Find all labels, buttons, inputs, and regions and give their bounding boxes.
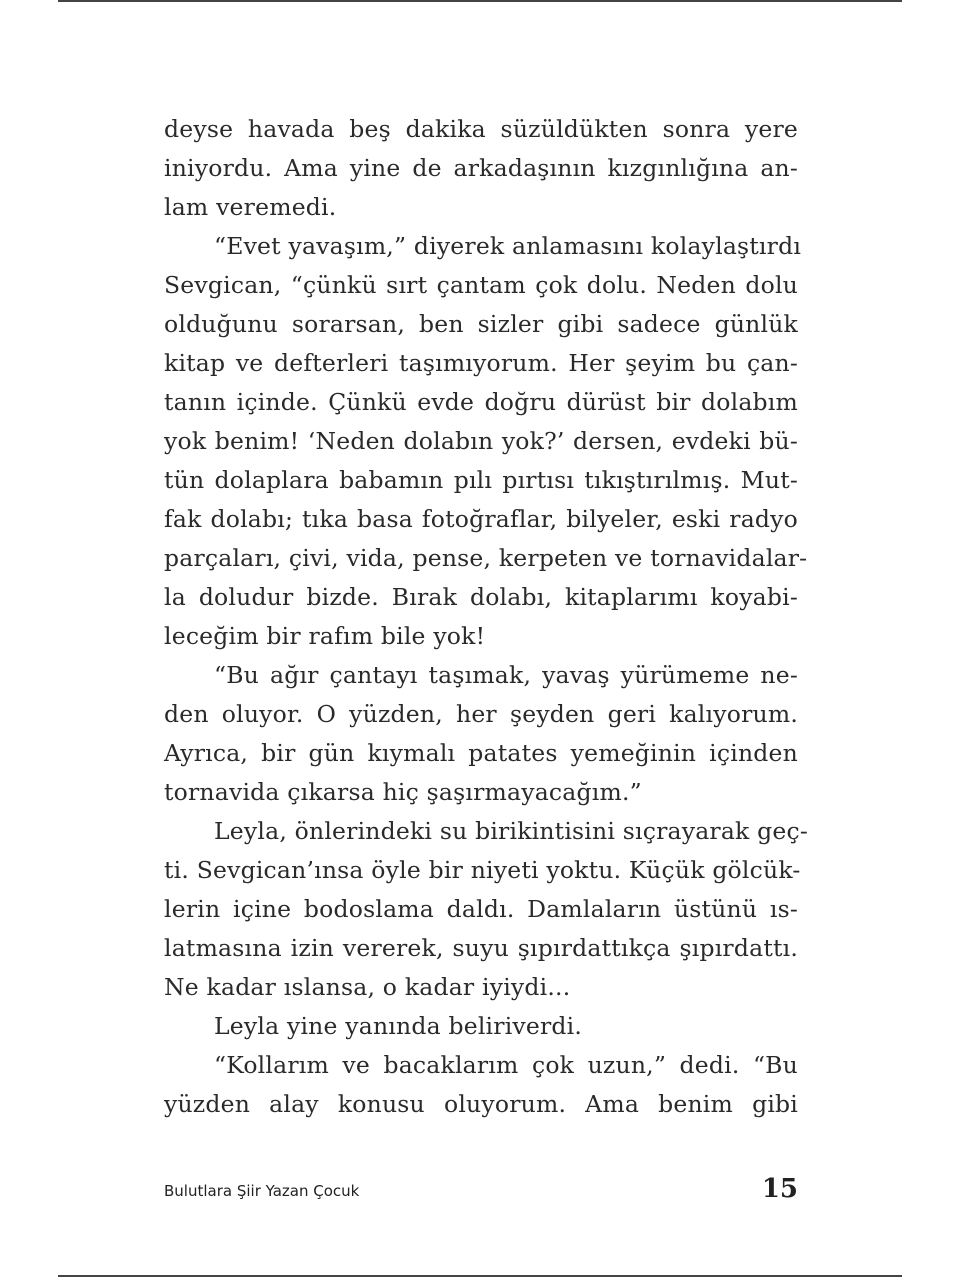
text-line: yok benim! ‘Neden dolabın yok?’ dersen, evdeki bü- [164, 427, 798, 455]
bottom-rule [58, 1275, 902, 1277]
text-line: iniyordu. Ama yine de arkadaşının kızgınlığına an- [164, 154, 798, 182]
text-line: ti. Sevgican’ınsa öyle bir niyeti yoktu. Küçük gölcük- [164, 856, 801, 884]
text-line: fak dolabı; tıka basa fotoğraflar, bilyeler, eski radyo [164, 505, 798, 533]
text-line: leceğim bir rafım bile yok! [164, 622, 486, 650]
top-rule [58, 0, 902, 2]
text-line: Leyla yine yanında beliriverdi. [214, 1012, 583, 1040]
text-line: lerin içine bodoslama daldı. Damlaların üstünü ıs- [164, 895, 798, 923]
text-line: lam veremedi. [164, 193, 337, 221]
text-line: Leyla, önlerindeki su birikintisini sıçrayarak geç- [214, 817, 809, 845]
text-line: “Bu ağır çantayı taşımak, yavaş yürümeme ne- [214, 661, 798, 689]
footer-book-title: Bulutlara Şiir Yazan Çocuk [164, 1182, 360, 1200]
text-line: den oluyor. O yüzden, her şeyden geri kalıyorum. [164, 700, 798, 728]
text-line: latmasına izin vererek, suyu şıpırdattıkça şıpırdattı. [164, 934, 798, 962]
text-line: tün dolaplara babamın pılı pırtısı tıkıştırılmış. Mut- [164, 466, 798, 494]
text-line: Sevgican, “çünkü sırt çantam çok dolu. Neden dolu [164, 271, 798, 299]
text-line: tornavida çıkarsa hiç şaşırmayacağım.” [164, 778, 642, 806]
text-line: “Kollarım ve bacaklarım çok uzun,” dedi. “Bu [214, 1051, 798, 1079]
text-line: Ayrıca, bir gün kıymalı patates yemeğinin içinden [164, 739, 798, 767]
text-line: Ne kadar ıslansa, o kadar iyiydi... [164, 973, 571, 1001]
text-line: la doludur bizde. Bırak dolabı, kitaplarımı koyabi- [164, 583, 798, 611]
text-line: “Evet yavaşım,” diyerek anlamasını kolaylaştırdı [214, 232, 802, 260]
page-body-text [164, 110, 809, 1124]
text-line: parçaları, çivi, vida, pense, kerpeten ve tornavidalar- [164, 544, 808, 572]
text-line: kitap ve defterleri taşımıyorum. Her şeyim bu çan- [164, 349, 798, 377]
page-number: 15 [761, 1174, 798, 1204]
text-line: tanın içinde. Çünkü evde doğru dürüst bir dolabım [164, 388, 798, 416]
text-line: deyse havada beş dakika süzüldükten sonra yere [164, 115, 798, 143]
text-line: yüzden alay konusu oluyorum. Ama benim gibi [164, 1090, 798, 1118]
text-line: olduğunu sorarsan, ben sizler gibi sadece günlük [164, 310, 798, 338]
